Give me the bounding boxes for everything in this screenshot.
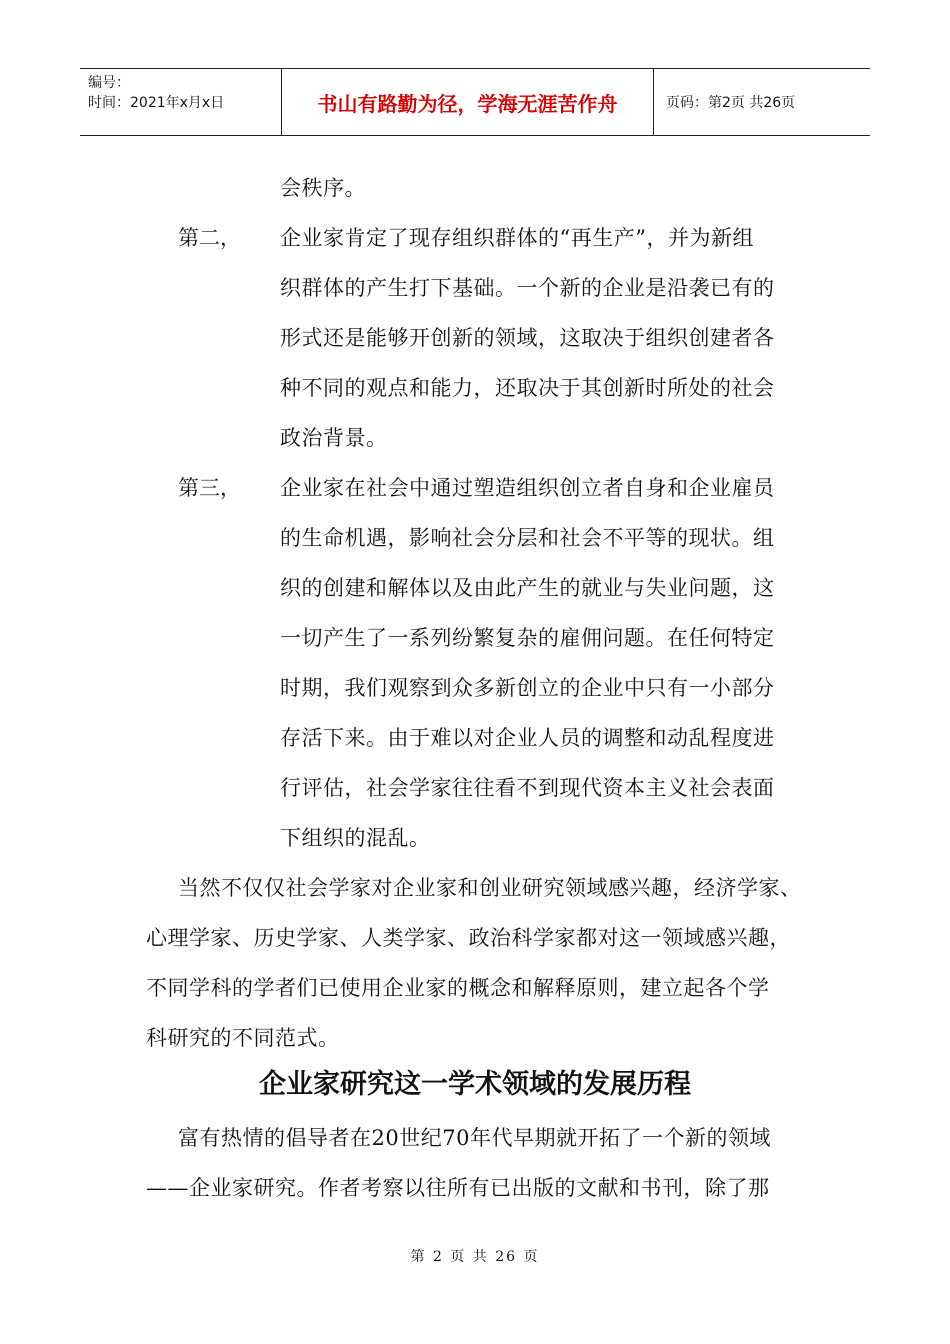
item2-label: 第二， <box>178 226 241 250</box>
header-meta <box>80 69 282 135</box>
header-code-label: 编号： <box>88 75 130 91</box>
item3-line: 企业家在社会中通过塑造组织创立者自身和企业雇员 <box>280 476 775 500</box>
item2-line: 企业家肯定了现存组织群体的“再生产”，并为新组 <box>280 226 754 250</box>
item2-line: 织群体的产生打下基础。一个新的企业是沿袭已有的 <box>280 276 775 300</box>
item3-line: 存活下来。由于难以对企业人员的调整和动乱程度进 <box>280 726 775 750</box>
item3-line: 时期，我们观察到众多新创立的企业中只有一小部分 <box>280 676 775 700</box>
header-date: 时间：2021年x月x日 <box>88 95 225 111</box>
continuation-line: 会秩序。 <box>280 176 366 200</box>
item2-line: 种不同的观点和能力，还取决于其创新时所处的社会 <box>280 376 775 400</box>
item3-line: 下组织的混乱。 <box>280 826 431 850</box>
section-heading: 企业家研究这一学术领域的发展历程 <box>259 1069 691 1100</box>
item3-line: 行评估，社会学家往往看不到现代资本主义社会表面 <box>280 776 775 800</box>
page-header <box>80 68 870 136</box>
item3-line: 一切产生了一系列纷繁复杂的雇佣问题。在任何特定 <box>280 626 775 650</box>
paragraph-line: 科研究的不同范式。 <box>146 1026 340 1050</box>
header-motto: 书山有路勤为径，学海无涯苦作舟 <box>282 69 654 135</box>
header-page-info: 页码：第2页 共26页 <box>666 95 796 111</box>
page-footer: 第 2 页 共 26 页 <box>410 1249 540 1265</box>
paragraph2-line: ——企业家研究。作者考察以往所有已出版的文献和书刊，除了那 <box>146 1176 770 1200</box>
item2-line: 形式还是能够开创新的领域，这取决于组织创建者各 <box>280 326 775 350</box>
paragraph2-line: 富有热情的倡导者在20世纪70年代早期就开拓了一个新的领域 <box>178 1126 771 1150</box>
item3-line: 的生命机遇，影响社会分层和社会不平等的现状。组 <box>280 526 775 550</box>
item2-line: 政治背景。 <box>280 426 388 450</box>
paragraph-line: 不同学科的学者们已使用企业家的概念和解释原则，建立起各个学 <box>146 976 770 1000</box>
paragraph-line: 心理学家、历史学家、人类学家、政治科学家都对这一领域感兴趣， <box>146 926 791 950</box>
paragraph-line: 当然不仅仅社会学家对企业家和创业研究领域感兴趣，经济学家、 <box>178 876 802 900</box>
item3-line: 织的创建和解体以及由此产生的就业与失业问题，这 <box>280 576 775 600</box>
item3-label: 第三， <box>178 476 241 500</box>
